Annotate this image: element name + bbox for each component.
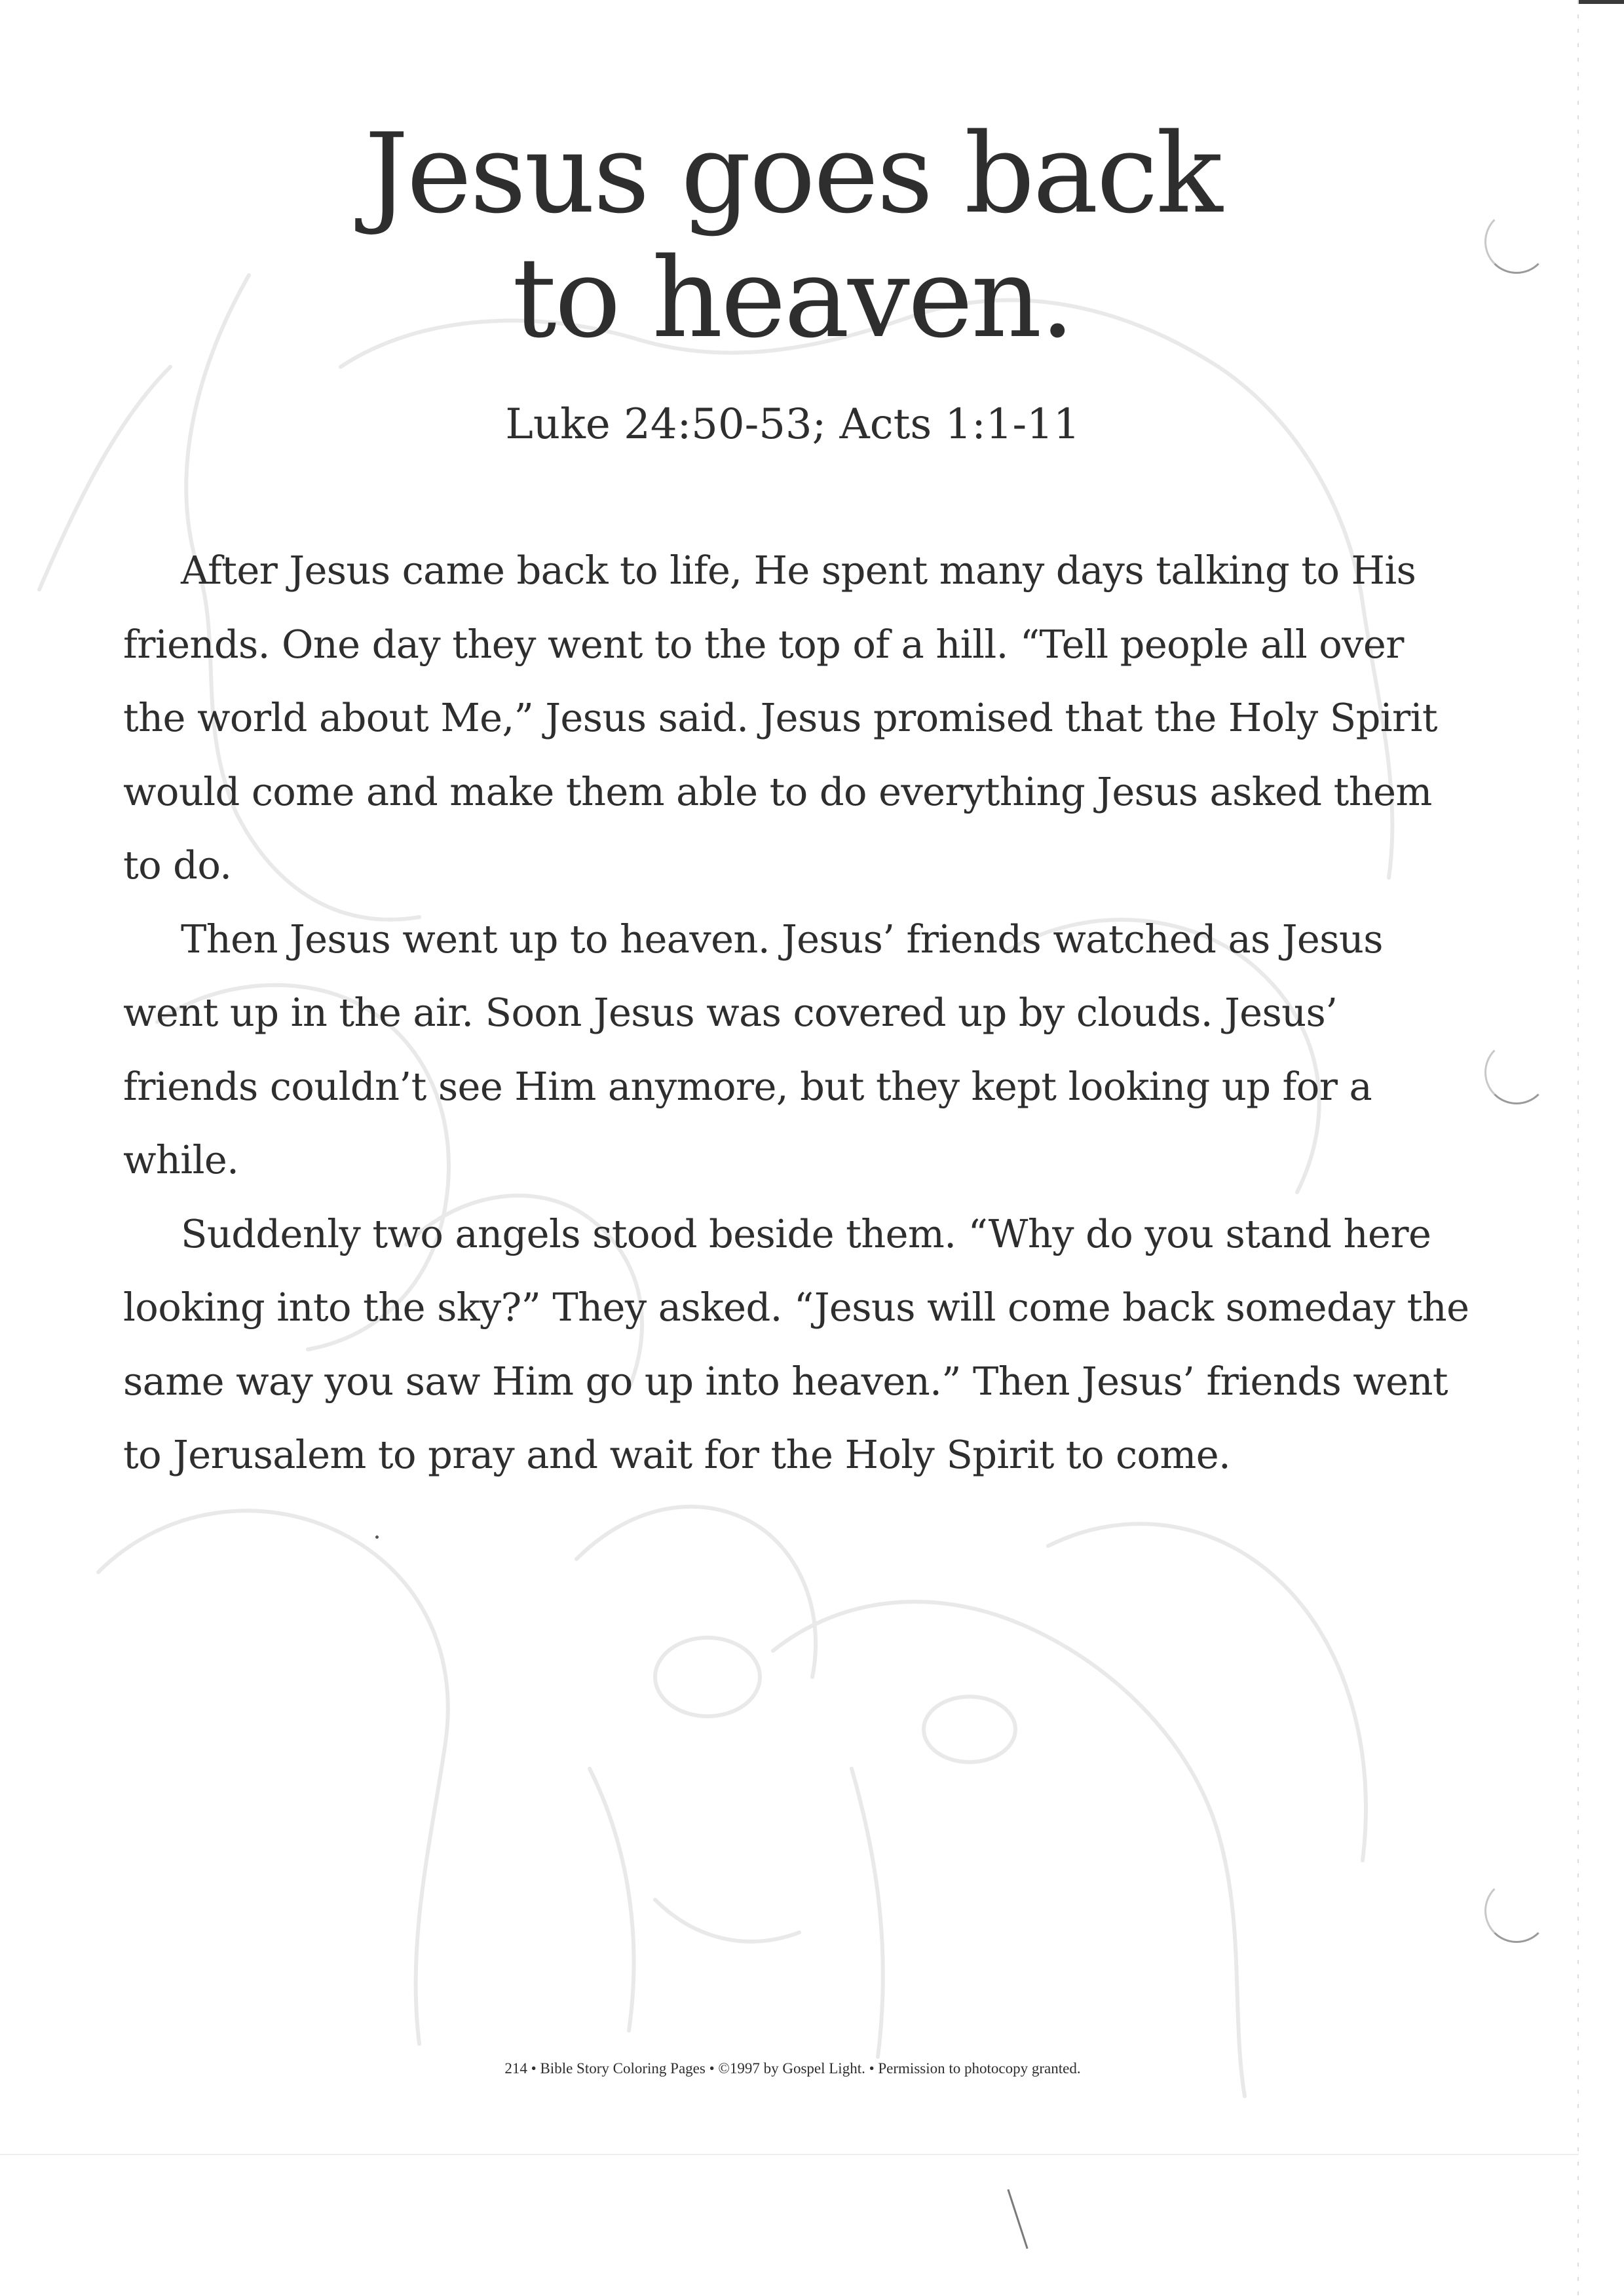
stray-dot: [375, 1535, 379, 1539]
story-text: [123, 534, 1473, 1492]
binder-hole-middle: [1484, 1040, 1549, 1104]
scripture-reference: Luke 24:50-53; Acts 1:1-11: [505, 400, 1080, 449]
binder-hole-top: [1484, 210, 1549, 274]
page-title: [262, 111, 1323, 360]
corner-scan-mark: [1579, 0, 1624, 4]
page-edge-perforation: [1577, 0, 1579, 2296]
title-line-2: to heaven.: [512, 234, 1073, 362]
story-paragraph-2: Then Jesus went up to heaven. Jesus’ friends watched as Jesus went up in the air. Soon Jesus was covered up by clouds. Jesus’ friends couldn’t see Him anymore, but they kept looking up for a while.: [123, 916, 1383, 1182]
story-paragraph-3: Suddenly two angels stood beside them. “Why do you stand here looking into the sky?” They asked. “Jesus will come back someday the same way you saw Him go up into heaven.” Then Jesus’ friends went to Jerusalem to pray and wait for the Holy Spirit to come.: [123, 1211, 1469, 1477]
scan-bottom-edge: [0, 2154, 1579, 2155]
story-paragraph-1: After Jesus came back to life, He spent many days talking to His friends. One day they went to the top of a hill. “Tell people all over the world about Me,” Jesus said. Jesus promised that the Holy Spirit would come and make them able to do everything Jesus asked them to do.: [123, 548, 1437, 888]
page-footer: 214 • Bible Story Coloring Pages • ©1997 by Gospel Light. • Permission to photocopy granted.: [504, 2060, 1081, 2077]
title-line-1: Jesus goes back: [364, 109, 1221, 238]
binder-hole-bottom: [1484, 1879, 1549, 1943]
